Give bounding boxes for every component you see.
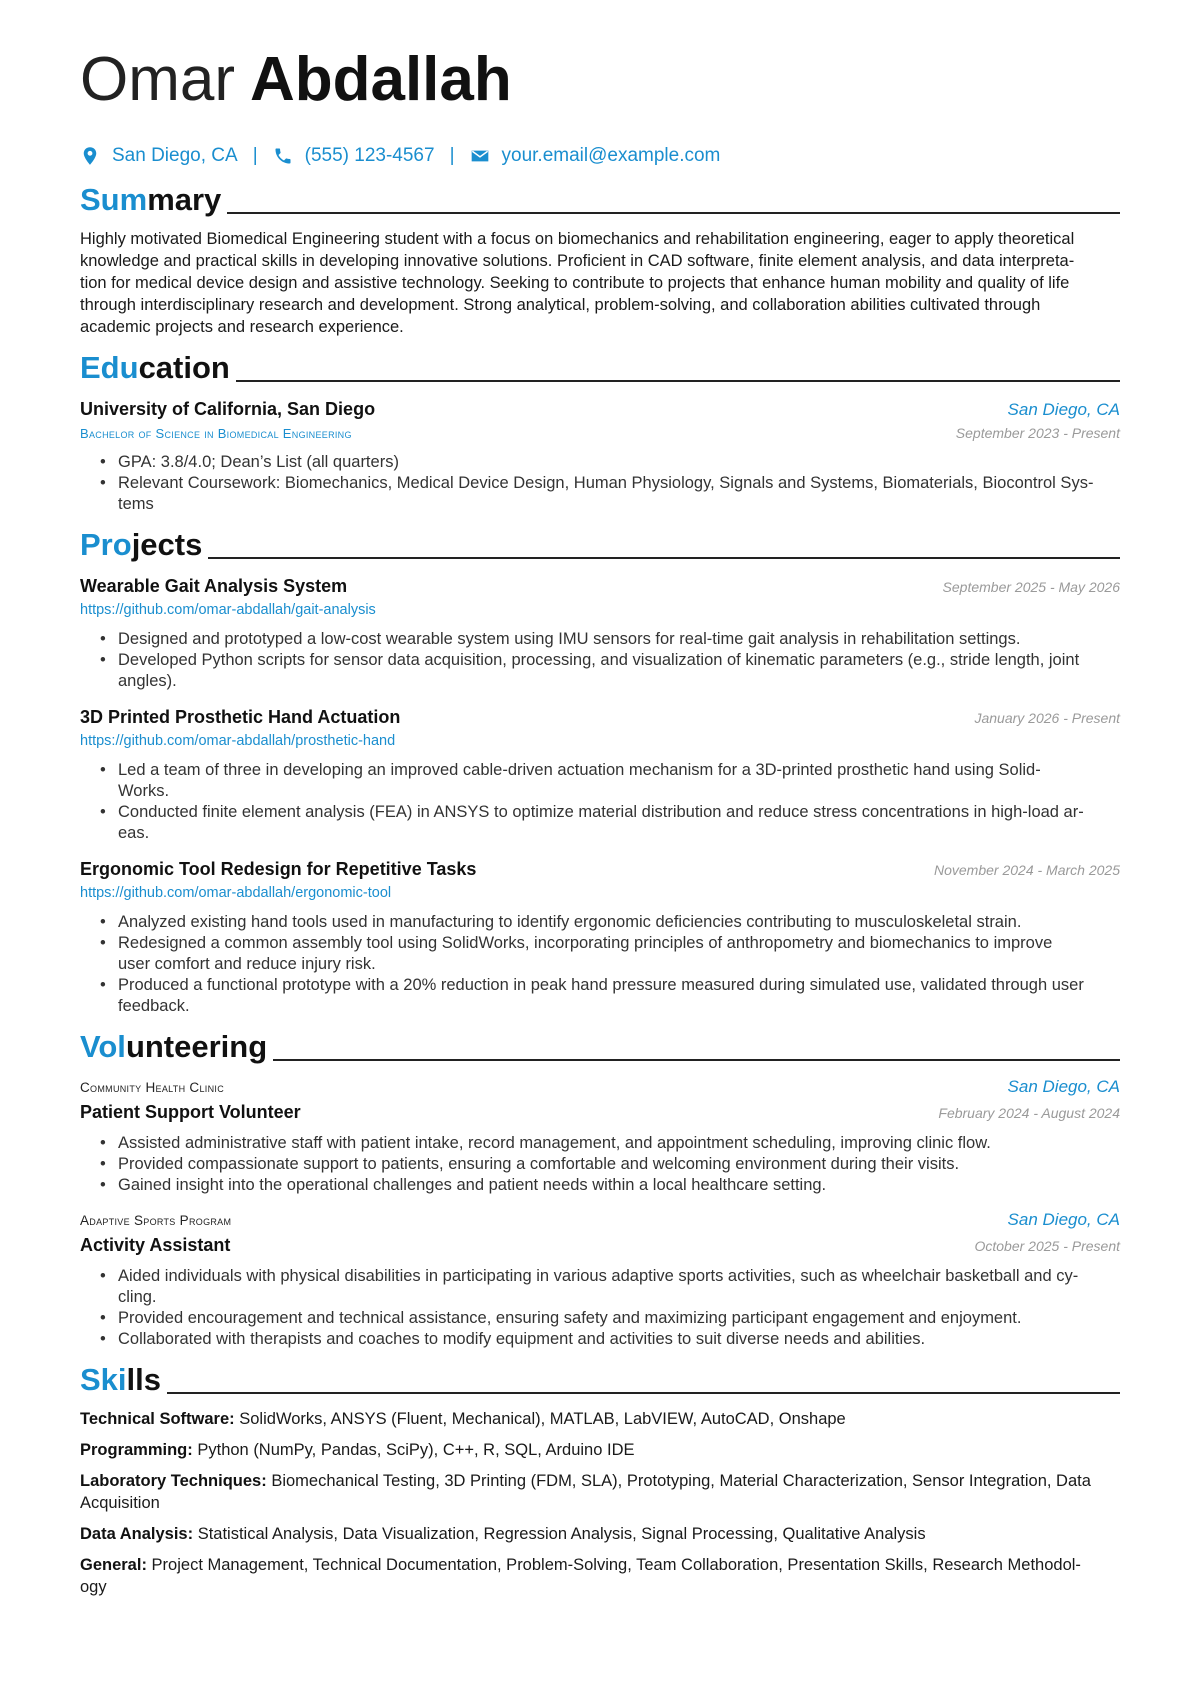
bullet-line: • Aided individuals with physical disabilities in participating in various adaptive sports activities, such as wheelchair basketball and cy- xyxy=(118,1267,1079,1285)
heading-accent: Sum xyxy=(80,182,148,217)
bullet-line: • Redesigned a common assembly tool using SolidWorks, incorporating principles of anthropometry and biomechanics to improve xyxy=(118,934,1053,952)
skill-line xyxy=(80,1554,1120,1576)
skill-row xyxy=(80,1470,1120,1514)
summary-line: Highly motivated Biomedical Engineering student with a focus on biomechanics and rehabilitation engineering, eager to apply theoretical xyxy=(80,230,1075,248)
skills-heading xyxy=(80,1362,1120,1398)
skill-label: Data Analysis: xyxy=(80,1525,194,1543)
bullet-line: tems xyxy=(118,495,154,513)
entry-sub-row xyxy=(80,1099,1120,1125)
bullet-line: • Relevant Coursework: Biomechanics, Medical Device Design, Human Physiology, Signals and Systems, Biomaterials, Biocontrol Sys- xyxy=(118,474,1094,492)
skill-line xyxy=(80,1408,1120,1430)
list-item xyxy=(100,1329,1120,1350)
bullet-line: • Developed Python scripts for sensor data acquisition, processing, and visualization of kinematic parameters (e.g., stride length, joint xyxy=(118,651,1080,669)
bullet-line: • Gained insight into the operational challenges and patient needs within a local healthcare setting. xyxy=(118,1176,827,1194)
summary-line: academic projects and research experience. xyxy=(80,318,404,336)
resume-page xyxy=(80,40,1120,1607)
project-date: November 2024 - March 2025 xyxy=(934,862,1120,878)
list-item xyxy=(100,1266,1120,1308)
candidate-name xyxy=(80,40,1120,120)
skill-line xyxy=(80,1439,1120,1461)
heading-rest: lls xyxy=(126,1362,161,1397)
bullet-line: • Conducted finite element analysis (FEA) in ANSYS to optimize material distribution and reduce stress concentrations in high-load ar- xyxy=(118,803,1084,821)
entry-header-row xyxy=(80,573,1120,599)
volunteer-bullets xyxy=(80,1266,1120,1350)
bullet-line: • Assisted administrative staff with patient intake, record management, and appointment scheduling, improving clinic flow. xyxy=(118,1134,991,1152)
bullet-line: • Analyzed existing hand tools used in manufacturing to identify ergonomic deficiencies contributing to musculoskeletal strain. xyxy=(118,913,1022,931)
project-entry xyxy=(80,856,1120,1017)
project-bullets xyxy=(80,760,1120,844)
skill-value: Statistical Analysis, Data Visualization, Regression Analysis, Signal Processing, Qualitative Analysis xyxy=(197,1525,926,1543)
section-title xyxy=(80,182,221,218)
bullet-line: cling. xyxy=(118,1288,157,1306)
map-marker-icon xyxy=(80,146,100,166)
bullet-line: • GPA: 3.8/4.0; Dean’s List (all quarters) xyxy=(118,453,399,471)
bullet-line: • Collaborated with therapists and coaches to modify equipment and activities to suit diverse needs and abilities. xyxy=(118,1330,926,1348)
heading-rest: unteering xyxy=(125,1029,268,1064)
envelope-icon xyxy=(470,146,490,166)
skill-value: Biomechanical Testing, 3D Printing (FDM, SLA), Prototyping, Material Characterization, Sensor Integration, Data xyxy=(271,1472,1091,1490)
project-link[interactable]: https://github.com/omar-abdallah/prosthetic-hand xyxy=(80,733,396,749)
skill-line xyxy=(80,1523,1120,1545)
section-rule xyxy=(236,380,1120,382)
skill-label: Technical Software: xyxy=(80,1410,235,1428)
entry-sub-row xyxy=(80,1232,1120,1258)
skill-value: Python (NumPy, Pandas, SciPy), C++, R, SQL, Arduino IDE xyxy=(197,1441,635,1459)
contact-email[interactable] xyxy=(470,145,721,167)
contact-location xyxy=(80,145,238,167)
skill-line: ogy xyxy=(80,1578,107,1596)
list-item xyxy=(100,1308,1120,1329)
list-item xyxy=(100,452,1120,473)
bullet-line: feedback. xyxy=(118,997,190,1015)
volunteer-entry xyxy=(80,1075,1120,1196)
heading-accent: Pro xyxy=(80,527,132,562)
school-location: San Diego, CA xyxy=(1007,400,1120,419)
entry-sub-row xyxy=(80,422,1120,444)
list-item xyxy=(100,1133,1120,1154)
skill-label: General: xyxy=(80,1556,147,1574)
project-entry xyxy=(80,704,1120,844)
list-item xyxy=(100,1154,1120,1175)
section-rule xyxy=(208,557,1120,559)
bullet-line: • Designed and prototyped a low-cost wearable system using IMU sensors for real-time gait analysis in rehabilitation settings. xyxy=(118,630,1021,648)
bullet-line: • Led a team of three in developing an improved cable-driven actuation mechanism for a 3D-printed prosthetic hand using Solid- xyxy=(118,761,1041,779)
education-date: September 2023 - Present xyxy=(955,425,1120,441)
bullet-line: eas. xyxy=(118,824,150,842)
section-title xyxy=(80,350,230,386)
project-link[interactable]: https://github.com/omar-abdallah/ergonomic-tool xyxy=(80,885,392,901)
list-item xyxy=(100,975,1120,1017)
project-date: January 2026 - Present xyxy=(974,710,1120,726)
list-item xyxy=(100,629,1120,650)
section-title xyxy=(80,527,202,563)
skill-row xyxy=(80,1523,1120,1545)
section-rule xyxy=(273,1059,1120,1061)
bullet-line: user comfort and reduce injury risk. xyxy=(118,955,376,973)
list-item xyxy=(100,1175,1120,1196)
summary-heading xyxy=(80,182,1120,218)
skill-row xyxy=(80,1554,1120,1598)
heading-rest: cation xyxy=(138,350,230,385)
bullet-line: • Provided encouragement and technical assistance, ensuring safety and maximizing participant engagement and enjoyment. xyxy=(118,1309,1022,1327)
project-bullets xyxy=(80,629,1120,692)
phone-text[interactable]: (555) 123-4567 xyxy=(304,145,435,166)
phone-icon xyxy=(273,146,293,166)
skill-label: Programming: xyxy=(80,1441,193,1459)
heading-accent: Edu xyxy=(80,350,139,385)
project-title: Ergonomic Tool Redesign for Repetitive Tasks xyxy=(80,859,477,879)
volunteering-heading xyxy=(80,1029,1120,1065)
summary-text xyxy=(80,228,1120,338)
summary-line: through interdisciplinary research and development. Strong analytical, problem-solving, and collaboration abilities cultivated through xyxy=(80,296,1041,314)
volunteer-role: Activity Assistant xyxy=(80,1235,231,1255)
project-title: 3D Printed Prosthetic Hand Actuation xyxy=(80,707,401,727)
volunteer-entry xyxy=(80,1208,1120,1350)
heading-rest: jects xyxy=(131,527,203,562)
heading-rest: mary xyxy=(147,182,222,217)
volunteer-date: October 2025 - Present xyxy=(974,1238,1120,1254)
last-name: Abdallah xyxy=(249,45,512,114)
contact-separator: | xyxy=(449,145,455,166)
bullet-line: • Provided compassionate support to patients, ensuring a comfortable and welcoming environment during their visits. xyxy=(118,1155,960,1173)
bullet-line: angles). xyxy=(118,672,177,690)
project-bullets xyxy=(80,912,1120,1017)
heading-accent: Vol xyxy=(80,1029,126,1064)
volunteer-location: San Diego, CA xyxy=(1007,1210,1120,1229)
skill-line xyxy=(80,1470,1120,1492)
project-entry xyxy=(80,573,1120,692)
skill-label: Laboratory Techniques: xyxy=(80,1472,267,1490)
list-item xyxy=(100,650,1120,692)
volunteer-date: February 2024 - August 2024 xyxy=(938,1105,1120,1121)
section-title xyxy=(80,1362,161,1398)
section-title xyxy=(80,1029,267,1065)
projects-heading xyxy=(80,527,1120,563)
education-bullets xyxy=(80,452,1120,515)
entry-header-row xyxy=(80,856,1120,882)
first-name: Omar xyxy=(80,45,235,114)
contact-separator: | xyxy=(252,145,258,166)
skill-line: Acquisition xyxy=(80,1494,160,1512)
contact-phone[interactable] xyxy=(273,145,435,167)
organization-name: Community Health Clinic xyxy=(80,1080,224,1095)
project-link[interactable]: https://github.com/omar-abdallah/gait-analysis xyxy=(80,602,376,618)
heading-accent: Ski xyxy=(80,1362,127,1397)
list-item xyxy=(100,473,1120,515)
bullet-line: Works. xyxy=(118,782,170,800)
section-rule xyxy=(167,1392,1120,1394)
volunteer-bullets xyxy=(80,1133,1120,1196)
section-rule xyxy=(227,212,1120,214)
list-item xyxy=(100,802,1120,844)
skill-row xyxy=(80,1439,1120,1461)
education-heading xyxy=(80,350,1120,386)
contact-bar xyxy=(80,142,1120,170)
entry-header-row xyxy=(80,1075,1120,1099)
list-item xyxy=(100,760,1120,802)
skill-row xyxy=(80,1408,1120,1430)
project-title: Wearable Gait Analysis System xyxy=(80,576,348,596)
volunteer-role: Patient Support Volunteer xyxy=(80,1102,301,1122)
summary-line: knowledge and practical skills in developing innovative solutions. Proficient in CAD software, finite element analysis, and data interpreta- xyxy=(80,252,1075,270)
email-link[interactable]: your.email@example.com xyxy=(501,145,721,166)
school-name: University of California, San Diego xyxy=(80,399,376,419)
list-item xyxy=(100,912,1120,933)
entry-header-row xyxy=(80,396,1120,422)
skill-value: SolidWorks, ANSYS (Fluent, Mechanical), MATLAB, LabVIEW, AutoCAD, Onshape xyxy=(239,1410,846,1428)
organization-name: Adaptive Sports Program xyxy=(80,1213,232,1228)
skill-value: Project Management, Technical Documentation, Problem-Solving, Team Collaboration, Presentation Skills, Research Methodol- xyxy=(151,1556,1081,1574)
summary-line: tion for medical device design and assistive technology. Seeking to contribute to projects that enhance human mobility and quality of life xyxy=(80,274,1070,292)
entry-header-row xyxy=(80,1208,1120,1232)
list-item xyxy=(100,933,1120,975)
entry-header-row xyxy=(80,704,1120,730)
education-entry xyxy=(80,396,1120,515)
volunteer-location: San Diego, CA xyxy=(1007,1077,1120,1096)
degree-name: Bachelor of Science in Biomedical Engineering xyxy=(80,426,352,441)
bullet-line: • Produced a functional prototype with a 20% reduction in peak hand pressure measured during simulated use, validated through user xyxy=(118,976,1084,994)
location-text: San Diego, CA xyxy=(112,145,238,166)
project-date: September 2025 - May 2026 xyxy=(942,579,1120,595)
